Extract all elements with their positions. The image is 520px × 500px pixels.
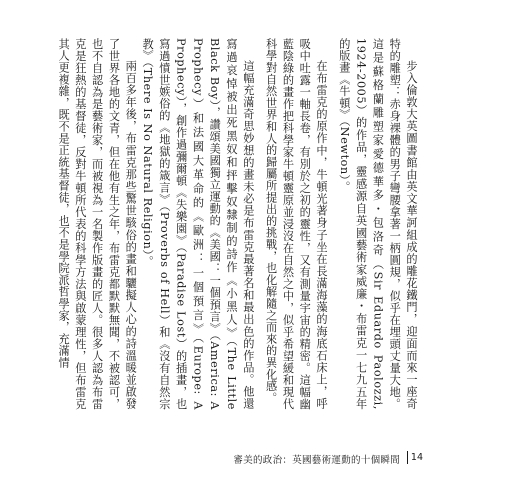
paragraph-1: 步入倫敦大英圖書館由英文華訶組成的雕花鐵門，迎面而來一座奇特的雕塑：赤身裸體的男子彎腰拿著一柄圓規，似乎在埋頭丈量大地。這是蘇格蘭雕塑家愛德華多・包洛奇（Sir Eduardo Paolozzi, 1924-2005）的作品，靈感源自英國藝術家威廉・布雷克一七九五年的版畫《牛頓》（Newton）。: [337, 38, 418, 410]
page-footer: [96, 452, 426, 466]
body-text-column: [57, 38, 425, 410]
footer-divider: [407, 451, 408, 464]
paragraph-3: 這幅充滿奇思妙想的畫未必是布雷克最著名和最出色的作品。他還寫過哀悼被出死黑奴和抨擊奴隸制的詩作《小黑人》（The Little Black Boy），讚頌美國獨立運動的《美國：一個預言》（America: A Prophecy）和法國大革命的《歐洲：一個預言》（Europe: A Prophecy），創作過彌爾頓《失樂園》（Paradise Lost）的插畫，也寫過憤世嫉俗的《地獄的箴言》（Proverbs of Hell）和《沒有自然宗教》（There Is No Natural Religion）。: [141, 38, 255, 410]
paragraph-2: 在布雷克的原作中，牛頓光著身子坐在長滿海藻的海底石床上，呼吸中吐露一軸長卷，有別於之初的靈性，又有測量宇宙的精密。這幅幽藍陰綠的畫作把科學家牛頓靈原並浸沒在自然之中，似乎希望緩和現代科學對自然世界和人的歸屬所提出的挑戰，也化解隨之而來的異化感。: [264, 38, 329, 410]
paragraph-4: 兩百多年後，布雷克那些驚世駭俗的畫和驪擬人心的詩溫暖並啟發了世界各地的文青，但在他有生之年，布雷克都默默無聞，不被認可，也不自認為是藝術家，而被視為一名製作版畫的匠人。很多人認為布雷克是狂熱的基督徒，反對牛頓所代表的科學方法與啟蒙理性，但布雷克其人更複雜，既不是正統基督徒，也不是學院派哲學家，充滿情: [57, 38, 138, 410]
page-number: 14: [410, 452, 423, 463]
running-title: 審美的政治：英國藝術運動的十個瞬間: [233, 455, 400, 466]
